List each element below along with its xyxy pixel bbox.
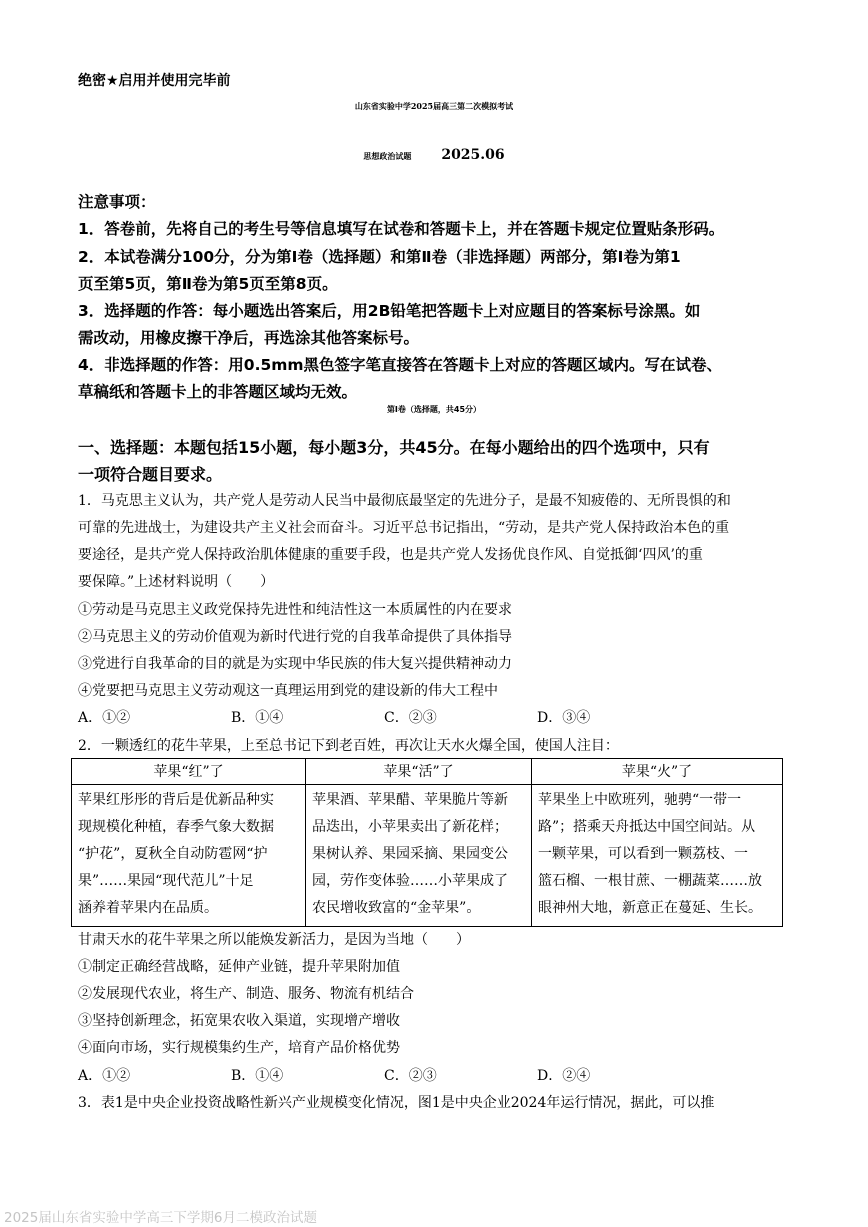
cell-line: 园，劳作变体验……小苹果成了: [312, 873, 508, 889]
q2-option-a: A．①②: [78, 1068, 131, 1084]
q3-stem: 3．表1是中央企业投资战略性新兴产业规模变化情况，图1是中央企业2024年运行情况，据此，可以推: [78, 1095, 715, 1111]
q2-item: ①制定正确经营战略，延伸产业链，提升苹果附加值: [78, 959, 400, 975]
cell-line: 一颗苹果，可以看到一颗荔枝、一: [538, 846, 748, 862]
q2-option-d: D．②④: [537, 1068, 591, 1084]
section-title: 第Ⅰ卷（选择题，共45分）: [386, 405, 482, 414]
q1-stem: 要保障。”上述材料说明（ ）: [78, 574, 275, 590]
q1-option-b: B．①④: [231, 710, 284, 726]
q1-option-d: D．③④: [537, 710, 591, 726]
table-header-cell: 苹果“红”了: [72, 759, 306, 785]
cell-line: 苹果酒、苹果醋、苹果脆片等新: [312, 792, 508, 808]
notice-line: 2．本试卷满分100分，分为第Ⅰ卷（选择题）和第Ⅱ卷（非选择题）两部分，第Ⅰ卷为第1: [78, 248, 681, 266]
table-header-row: [72, 759, 783, 785]
q1-item: ①劳动是马克思主义政党保持先进性和纯洁性这一本质属性的内在要求: [78, 602, 512, 618]
part-heading: 一、选择题：本题包括15小题，每小题3分，共45分。在每小题给出的四个选项中，只有: [78, 438, 710, 457]
q1-option-a: A．①②: [78, 710, 131, 726]
q2-item: ④面向市场，实行规模集约生产，培育产品价格优势: [78, 1040, 400, 1056]
part-heading: 一项符合题目要求。: [78, 465, 223, 484]
table-header-cell: 苹果“活”了: [306, 759, 532, 785]
q2-item: ③坚持创新理念，拓宽果农收入渠道，实现增产增收: [78, 1013, 400, 1029]
q2-option-c: C．②③: [384, 1068, 437, 1084]
notice-line: 4．非选择题的作答：用0.5mm黑色签字笔直接答在答题卡上对应的答题区域内。写在试卷、: [78, 356, 723, 374]
table-row: [72, 785, 783, 927]
cell-line: 路”；搭乘天舟抵达中国空间站。从: [538, 819, 756, 835]
q1-stem: 要途径，是共产党人保持政治肌体健康的重要手段，也是共产党人发扬优良作风、自觉抵御‘四风’的重: [78, 547, 703, 563]
notice-line: 页至第5页，第Ⅱ卷为第5页至第8页。: [78, 275, 338, 293]
q2-stem: 2．一颗透红的花牛苹果，上至总书记下到老百姓，再次让天水火爆全国，使国人注目：: [78, 738, 619, 754]
table-cell: [532, 785, 783, 927]
table-cell: [72, 785, 306, 927]
cell-line: 品迭出，小苹果卖出了新花样；: [312, 819, 508, 835]
cell-line: 农民增收致富的“金苹果”。: [312, 900, 481, 916]
cell-line: 果”……果园“现代范儿”十足: [78, 873, 254, 889]
q1-option-c: C．②③: [384, 710, 437, 726]
cell-line: 眼神州大地，新意正在蔓延、生长。: [538, 900, 762, 916]
cell-line: 果树认养、果园采摘、果园变公: [312, 846, 508, 862]
q2-question: 甘肃天水的花牛苹果之所以能焕发新活力，是因为当地（ ）: [78, 932, 470, 948]
footer-watermark: 2025届山东省实验中学高三下学期6月二模政治试题: [4, 1210, 317, 1226]
q1-item: ②马克思主义的劳动价值观为新时代进行党的自我革命提供了具体指导: [78, 629, 512, 645]
exam-date: 2025.06: [441, 147, 505, 163]
table-cell: [306, 785, 532, 927]
exam-title: 山东省实验中学2025届高三第二次模拟考试: [354, 101, 514, 111]
q1-item: ③党进行自我革命的目的就是为实现中华民族的伟大复兴提供精神动力: [78, 656, 512, 672]
q1-stem: 1．马克思主义认为，共产党人是劳动人民当中最彻底最坚定的先进分子，是最不知疲倦的、无所畏惧的和: [78, 493, 731, 509]
q2-material-table: [71, 758, 783, 927]
cell-line: 苹果坐上中欧班列，驰骋“一带一: [538, 792, 742, 808]
cell-line: 苹果红彤彤的背后是优新品种实: [78, 792, 274, 808]
q2-item: ②发展现代农业，将生产、制造、服务、物流有机结合: [78, 986, 414, 1002]
cell-line: 现规模化种植，春季气象大数据: [78, 819, 274, 835]
exam-subtitle: [0, 147, 868, 163]
notice-line: 3．选择题的作答：每小题选出答案后，用2B铅笔把答题卡上对应题目的答案标号涂黑。如: [78, 302, 701, 320]
notice-heading: 注意事项：: [78, 193, 156, 211]
cell-line: “护花”，夏秋全自动防雹网“护: [78, 846, 268, 862]
q1-item: ④党要把马克思主义劳动观这一真理运用到党的建设新的伟大工程中: [78, 683, 498, 699]
notice-line: 草稿纸和答题卡上的非答题区域均无效。: [78, 383, 358, 401]
subject-name: 思想政治试题: [363, 151, 412, 161]
cell-line: 篮石榴、一根甘蔗、一棚蔬菜……放: [538, 873, 762, 889]
q1-stem: 可靠的先进战士，为建设共产主义社会而奋斗。习近平总书记指出，“劳动，是共产党人保持政治本色的重: [78, 520, 730, 536]
table-header-cell: 苹果“火”了: [532, 759, 783, 785]
cell-line: 涵养着苹果内在品质。: [78, 900, 218, 916]
confidential-label: 绝密★启用并使用完毕前: [78, 73, 231, 89]
q2-option-b: B．①④: [231, 1068, 284, 1084]
notice-line: 1．答卷前，先将自己的考生号等信息填写在试卷和答题卡上，并在答题卡规定位置贴条形码。: [78, 220, 725, 238]
notice-line: 需改动，用橡皮擦干净后，再选涂其他答案标号。: [78, 329, 420, 347]
